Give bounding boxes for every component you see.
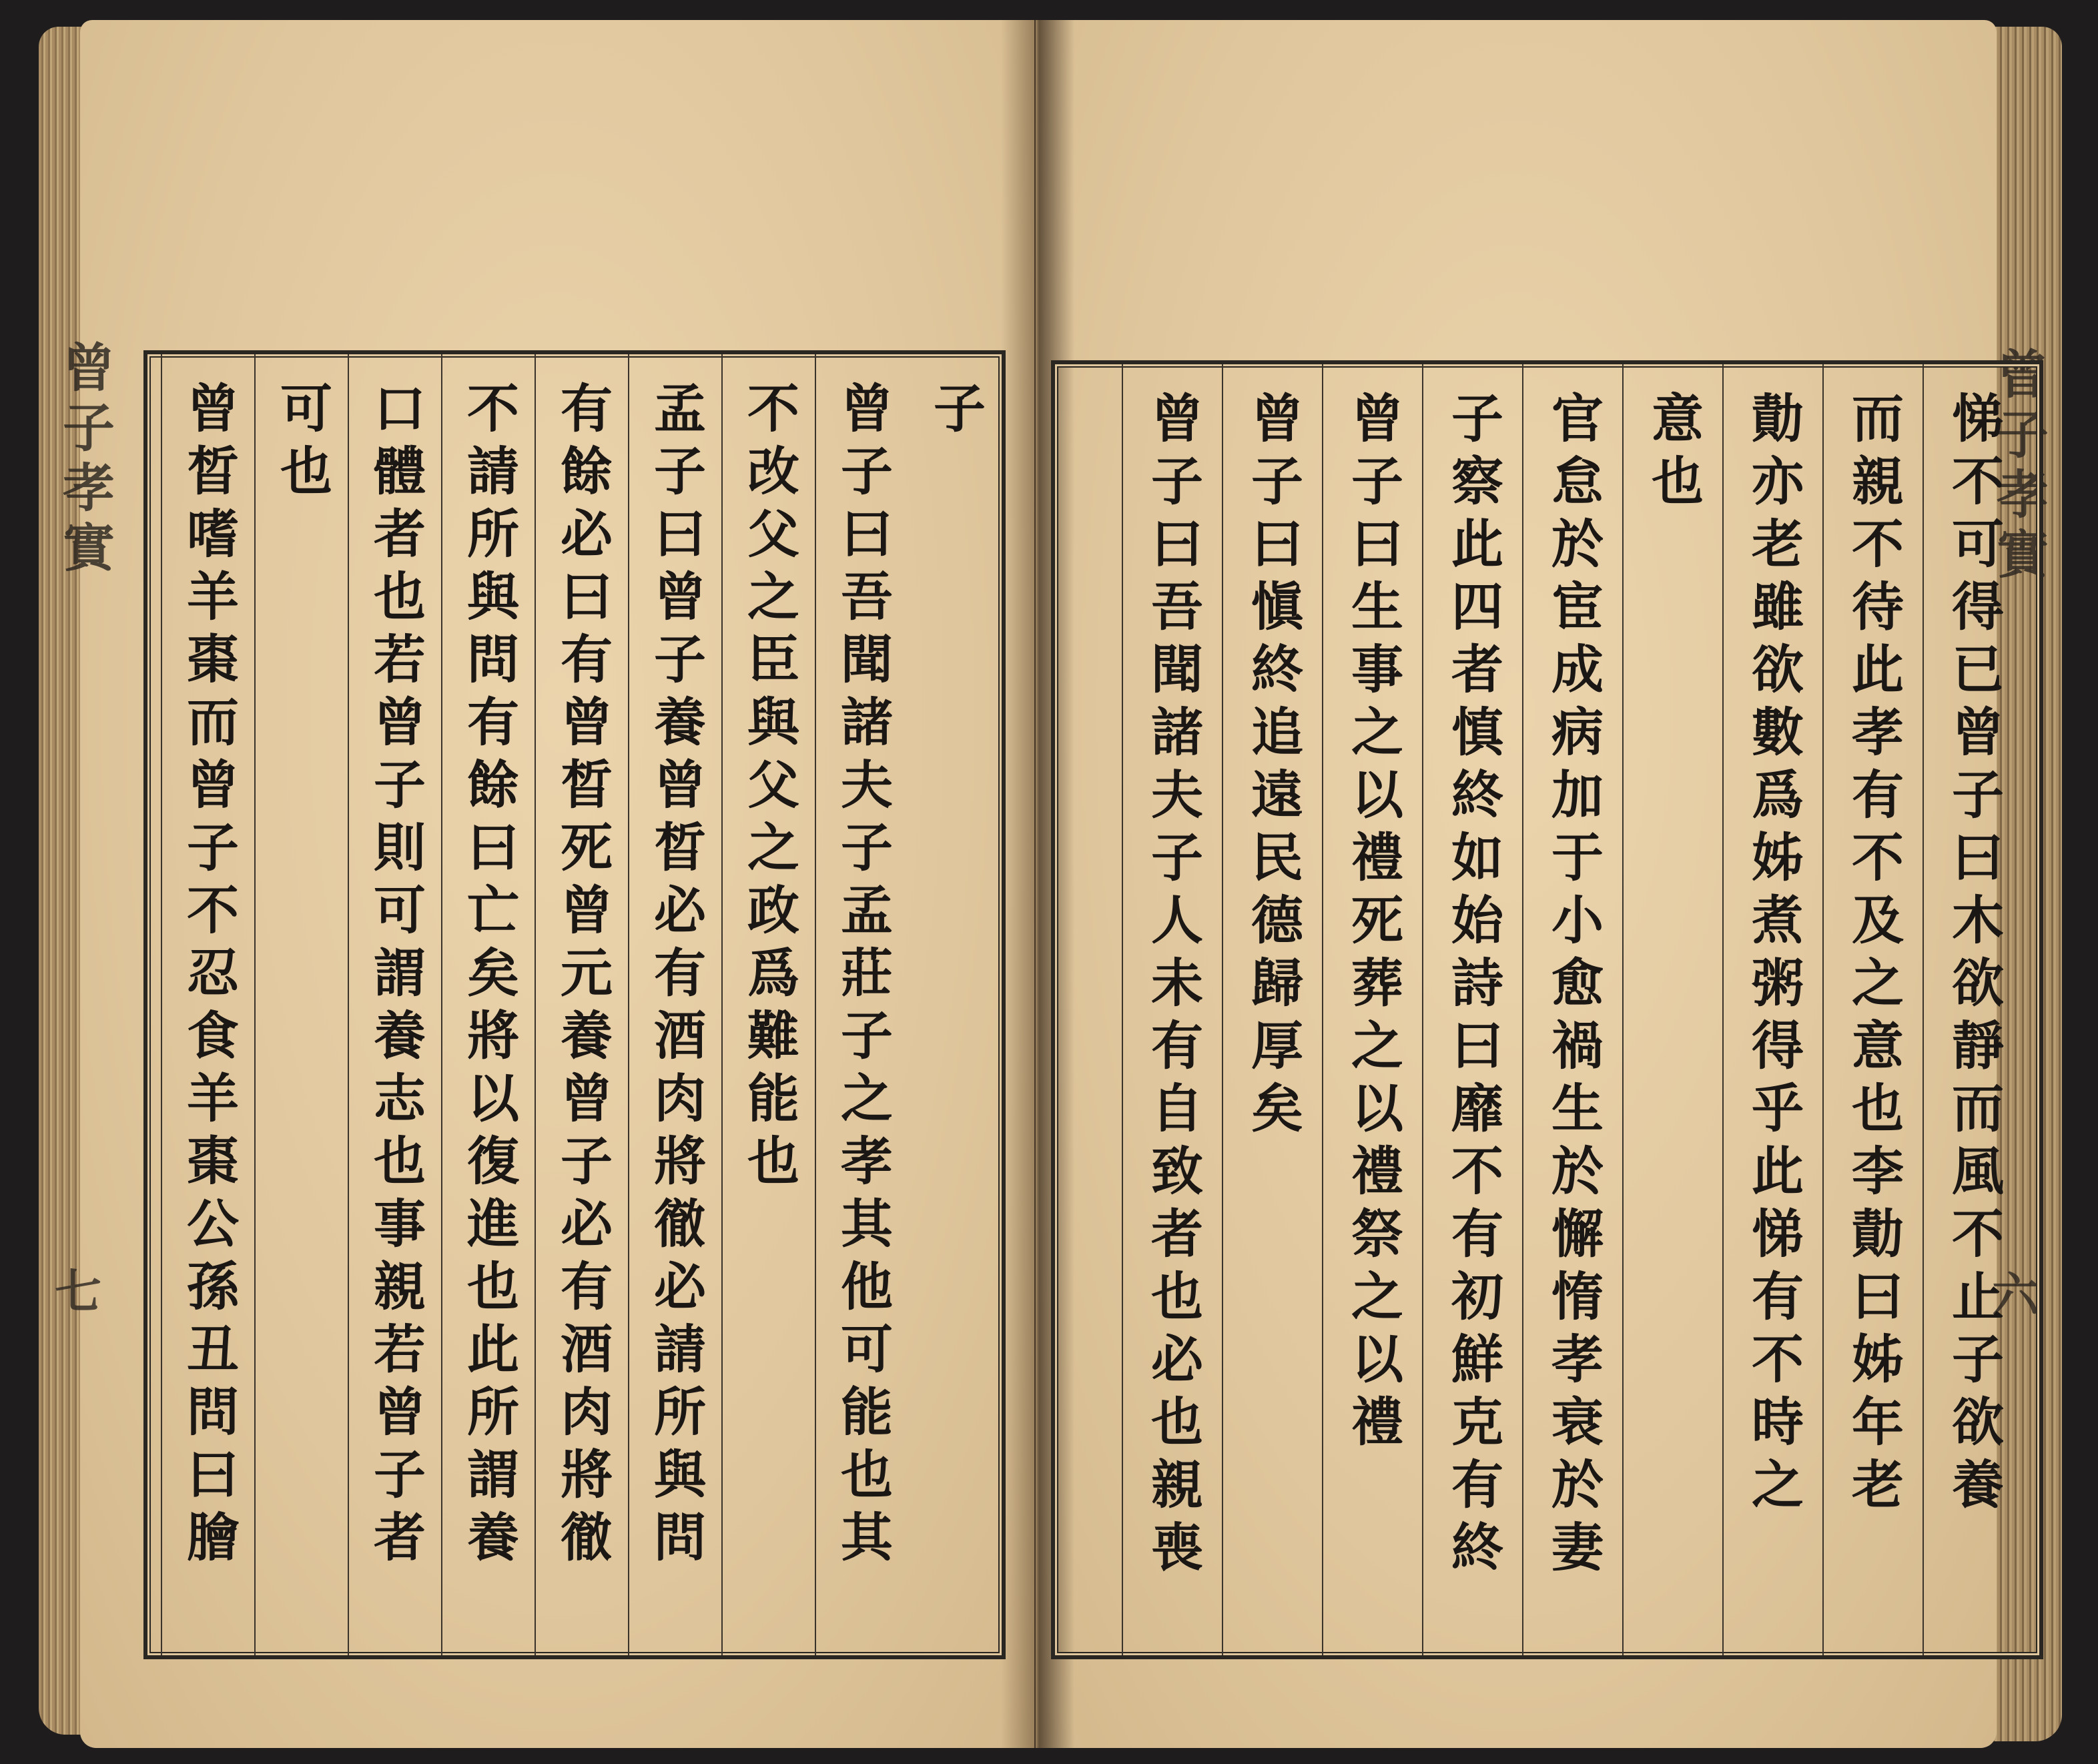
- column-text: 口體者也若曾子則可謂養志也事親若曾子者: [365, 381, 426, 1573]
- left-text-frame: [143, 350, 1006, 1659]
- column-text: 不改父之臣與父之政爲難能也: [739, 381, 799, 1196]
- column-text: 曾子曰愼終追遠民德歸厚矣: [1243, 391, 1303, 1144]
- right-text-frame: [1051, 360, 2043, 1659]
- text-column: [1422, 364, 1522, 1655]
- left-folio-number: 七: [55, 1264, 101, 1319]
- column-text: 意也: [1643, 391, 1704, 516]
- text-column: [254, 354, 348, 1655]
- text-column: [161, 354, 254, 1655]
- text-column: [1322, 364, 1422, 1655]
- column-text: 可也: [272, 381, 332, 506]
- text-column: [1722, 364, 1822, 1655]
- text-column: [1522, 364, 1622, 1655]
- column-text: 而親不待此孝有不及之意也李勣曰姊年老: [1843, 391, 1904, 1520]
- column-text: 曾子曰吾聞諸夫子孟莊子之孝其他可能也其: [832, 381, 893, 1573]
- text-column: [1622, 364, 1722, 1655]
- right-folio-number: 六: [1992, 1267, 2039, 1322]
- column-text: 不請所與問有餘曰亡矣將以復進也此所謂養: [458, 381, 519, 1573]
- column-text: 子察此四者慎終如始詩曰靡不有初鮮克有終: [1443, 391, 1503, 1583]
- column-text: 曾子曰生事之以禮死葬之以禮祭之以禮: [1343, 391, 1403, 1457]
- right-fore-edge-title: 曾子孝實: [1988, 347, 2049, 587]
- text-column: [908, 354, 1002, 1655]
- column-text: 悌不可得已曾子曰木欲靜而風不止子欲養: [1943, 391, 2004, 1520]
- text-column: [815, 354, 908, 1655]
- column-text: 曾子曰吾聞諸夫子人未有自致者也必也親喪: [1142, 391, 1203, 1583]
- text-column: [628, 354, 721, 1655]
- column-text: 曾晳嗜羊棗而曾子不忍食羊棗公孫丑問曰膾: [178, 381, 239, 1573]
- text-column: [348, 354, 441, 1655]
- left-fore-edge-title: 曾子孝實: [54, 340, 115, 580]
- text-column: [1822, 364, 1922, 1655]
- column-text: 孟子曰曾子養曾晳必有酒肉將徹必請所與問: [645, 381, 706, 1573]
- column-text: 子: [925, 381, 986, 444]
- text-column: [1222, 364, 1322, 1655]
- column-text: 勣亦老雖欲數爲姊煮粥得乎此悌有不時之: [1743, 391, 1804, 1520]
- column-text: 官怠於宦成病加于小愈禍生於懈惰孝衰於妻: [1543, 391, 1604, 1583]
- text-column: [721, 354, 815, 1655]
- text-column: [441, 354, 535, 1655]
- column-text: 有餘必曰有曾晳死曾元養曾子必有酒肉將徹: [552, 381, 613, 1573]
- text-column: [1122, 364, 1222, 1655]
- text-column: [535, 354, 628, 1655]
- text-column: [1922, 364, 2023, 1655]
